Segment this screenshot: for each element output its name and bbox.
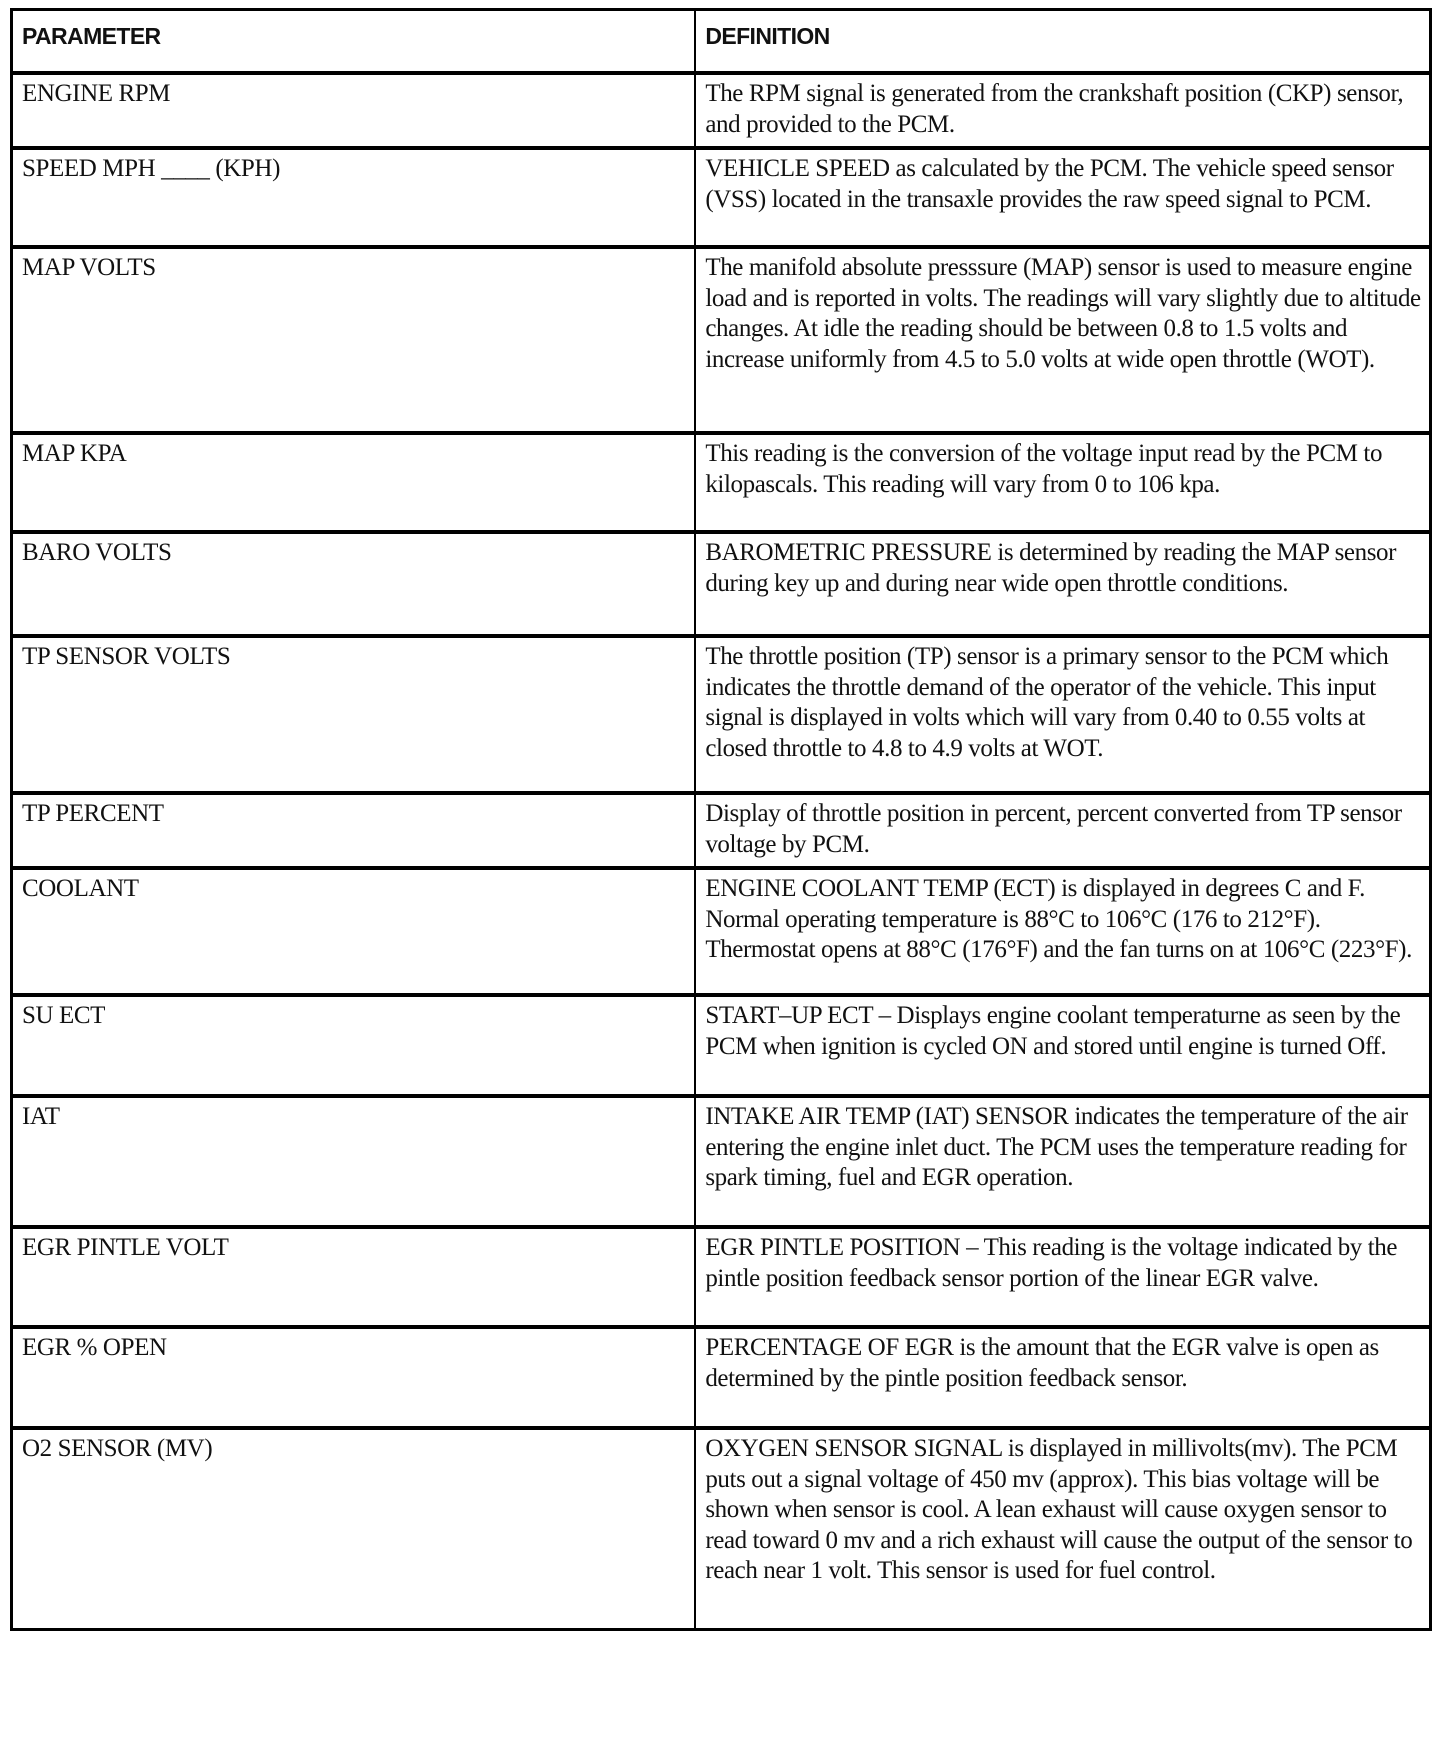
table-row [12,73,1431,148]
parameter-cell: EGR % OPEN [12,1327,696,1428]
parameter-cell: IAT [12,1096,696,1227]
table-row [12,1096,1431,1227]
definition-cell: OXYGEN SENSOR SIGNAL is displayed in millivolts(mv). The PCM puts out a signal voltage of 450 mv (approx). This bias voltage will be shown when sensor is cool. A lean exhaust will cause oxygen sensor to read toward 0 mv and a rich exhaust will cause the output of the sensor to reach near 1 volt. This sensor is used for fuel control. [695,1428,1430,1630]
parameter-cell: TP SENSOR VOLTS [12,636,696,793]
definition-cell: Display of throttle position in percent, percent converted from TP sensor voltage by PCM. [695,793,1430,868]
parameter-definition-table [10,8,1432,1631]
definition-cell: PERCENTAGE OF EGR is the amount that the EGR valve is open as determined by the pintle position feedback sensor. [695,1327,1430,1428]
definition-cell: ENGINE COOLANT TEMP (ECT) is displayed in degrees C and F. Normal operating temperature is 88°C to 106°C (176 to 212°F). Thermostat opens at 88°C (176°F) and the fan turns on at 106°C (223°F). [695,868,1430,995]
definition-cell: BAROMETRIC PRESSURE is determined by reading the MAP sensor during key up and during near wide open throttle conditions. [695,532,1430,636]
table-row [12,1227,1431,1327]
table-header-row [12,10,1431,74]
definition-cell: This reading is the conversion of the voltage input read by the PCM to kilopascals. This reading will vary from 0 to 106 kpa. [695,433,1430,532]
definition-cell: VEHICLE SPEED as calculated by the PCM. The vehicle speed sensor (VSS) located in the transaxle provides the raw speed signal to PCM. [695,148,1430,247]
table-row [12,148,1431,247]
definition-cell: The manifold absolute presssure (MAP) sensor is used to measure engine load and is reported in volts. The readings will vary slightly due to altitude changes. At idle the reading should be between 0.8 to 1.5 volts and increase uniformly from 4.5 to 5.0 volts at wide open throttle (WOT). [695,247,1430,433]
definition-cell: The RPM signal is generated from the crankshaft position (CKP) sensor, and provided to the PCM. [695,73,1430,148]
table-row [12,1428,1431,1630]
table-row [12,793,1431,868]
parameter-cell: O2 SENSOR (MV) [12,1428,696,1630]
table-row [12,247,1431,433]
parameter-cell: TP PERCENT [12,793,696,868]
definition-cell: START–UP ECT – Displays engine coolant temperaturne as seen by the PCM when ignition is cycled ON and stored until engine is turned Off. [695,995,1430,1096]
table-row [12,532,1431,636]
parameter-cell: COOLANT [12,868,696,995]
parameter-cell: SU ECT [12,995,696,1096]
definition-cell: EGR PINTLE POSITION – This reading is the voltage indicated by the pintle position feedback sensor portion of the linear EGR valve. [695,1227,1430,1327]
table-row [12,868,1431,995]
header-parameter: PARAMETER [12,10,696,74]
parameter-cell: MAP VOLTS [12,247,696,433]
table-row [12,433,1431,532]
parameter-cell: BARO VOLTS [12,532,696,636]
parameter-cell: SPEED MPH ____ (KPH) [12,148,696,247]
parameter-cell: EGR PINTLE VOLT [12,1227,696,1327]
definition-cell: INTAKE AIR TEMP (IAT) SENSOR indicates the temperature of the air entering the engine inlet duct. The PCM uses the temperature reading for spark timing, fuel and EGR operation. [695,1096,1430,1227]
table-row [12,995,1431,1096]
definition-cell: The throttle position (TP) sensor is a primary sensor to the PCM which indicates the throttle demand of the operator of the vehicle. This input signal is displayed in volts which will vary from 0.40 to 0.55 volts at closed throttle to 4.8 to 4.9 volts at WOT. [695,636,1430,793]
table-row [12,1327,1431,1428]
parameter-cell: ENGINE RPM [12,73,696,148]
table-row [12,636,1431,793]
header-definition: DEFINITION [695,10,1430,74]
parameter-cell: MAP KPA [12,433,696,532]
